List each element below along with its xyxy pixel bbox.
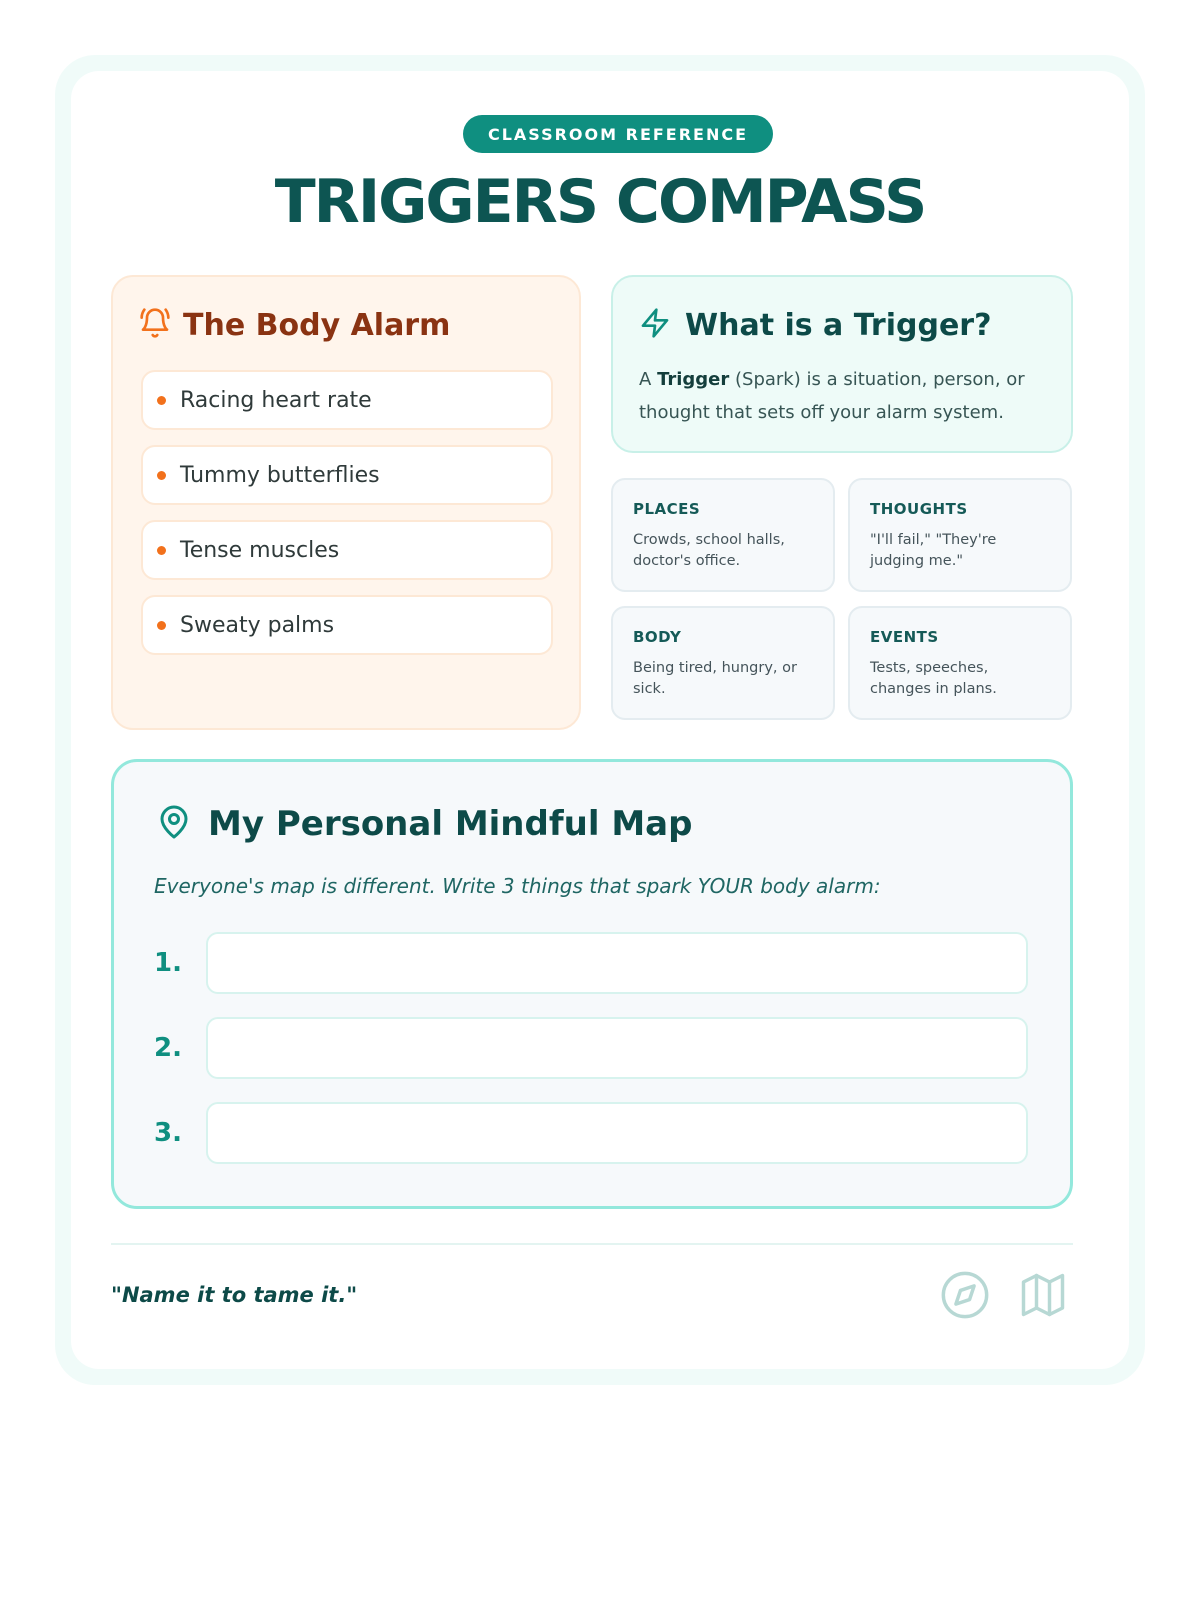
trigger-definition-panel	[611, 275, 1073, 453]
page-frame	[55, 55, 1145, 1385]
bullet-dot	[157, 471, 166, 480]
bell-icon	[139, 307, 171, 343]
trigger-definition-header	[639, 307, 992, 343]
entry-number: 2.	[154, 1033, 182, 1063]
footer-quote: "Name it to tame it."	[111, 1283, 358, 1307]
page-title: TRIGGERS COMPASS	[274, 167, 926, 237]
map-entry-row	[154, 1102, 1028, 1164]
lightning-icon	[639, 307, 671, 343]
map-icon	[1017, 1269, 1069, 1325]
category-text: "I'll fail," "They're judging me."	[870, 532, 997, 569]
body-alarm-panel	[111, 275, 581, 730]
category-title: EVENTS	[870, 628, 939, 646]
entry-number: 1.	[154, 948, 182, 978]
trigger-definition-title: What is a Trigger?	[685, 307, 992, 343]
trigger-entry-field-2[interactable]	[206, 1017, 1028, 1079]
mindful-map-title: My Personal Mindful Map	[208, 804, 693, 844]
trigger-entry-field-1[interactable]	[206, 932, 1028, 994]
map-entry-row	[154, 1017, 1028, 1079]
trigger-category-places	[611, 478, 835, 592]
alarm-symptom-item	[141, 445, 553, 505]
bullet-dot	[157, 396, 166, 405]
map-entry-row	[154, 932, 1028, 994]
mindful-map-header	[156, 804, 692, 844]
mindful-map-instructions: Everyone's map is different. Write 3 things that spark YOUR body alarm:	[154, 874, 881, 898]
trigger-category-thoughts	[848, 478, 1072, 592]
compass-icon	[939, 1269, 991, 1325]
category-title: BODY	[633, 628, 682, 646]
alarm-symptom-item	[141, 370, 553, 430]
category-text: Tests, speeches, changes in plans.	[870, 660, 997, 697]
definition-body: (Spark) is a situation, person, or thought that sets off your alarm system.	[639, 369, 1025, 423]
alarm-symptom-item	[141, 595, 553, 655]
category-title: THOUGHTS	[870, 500, 968, 518]
mindful-map-panel	[111, 759, 1073, 1209]
footer-divider	[111, 1243, 1073, 1245]
alarm-symptom-label: Racing heart rate	[180, 387, 372, 413]
definition-prefix: A	[639, 369, 652, 390]
bullet-dot	[157, 621, 166, 630]
trigger-entry-field-3[interactable]	[206, 1102, 1028, 1164]
category-text: Being tired, hungry, or sick.	[633, 660, 797, 697]
map-pin-icon	[156, 804, 192, 844]
entry-number: 3.	[154, 1118, 182, 1148]
alarm-symptom-item	[141, 520, 553, 580]
trigger-definition-text	[639, 363, 1049, 429]
alarm-symptom-label: Tummy butterflies	[180, 462, 380, 488]
alarm-symptom-label: Sweaty palms	[180, 612, 335, 638]
reference-card	[71, 71, 1129, 1369]
alarm-symptom-label: Tense muscles	[180, 537, 340, 563]
category-text: Crowds, school halls, doctor's office.	[633, 532, 785, 569]
category-title: PLACES	[633, 500, 701, 518]
body-alarm-title: The Body Alarm	[183, 307, 451, 343]
trigger-category-body	[611, 606, 835, 720]
body-alarm-header	[139, 307, 450, 343]
classroom-reference-badge: CLASSROOM REFERENCE	[463, 115, 773, 153]
bullet-dot	[157, 546, 166, 555]
trigger-category-events	[848, 606, 1072, 720]
definition-term: Trigger	[657, 369, 730, 390]
